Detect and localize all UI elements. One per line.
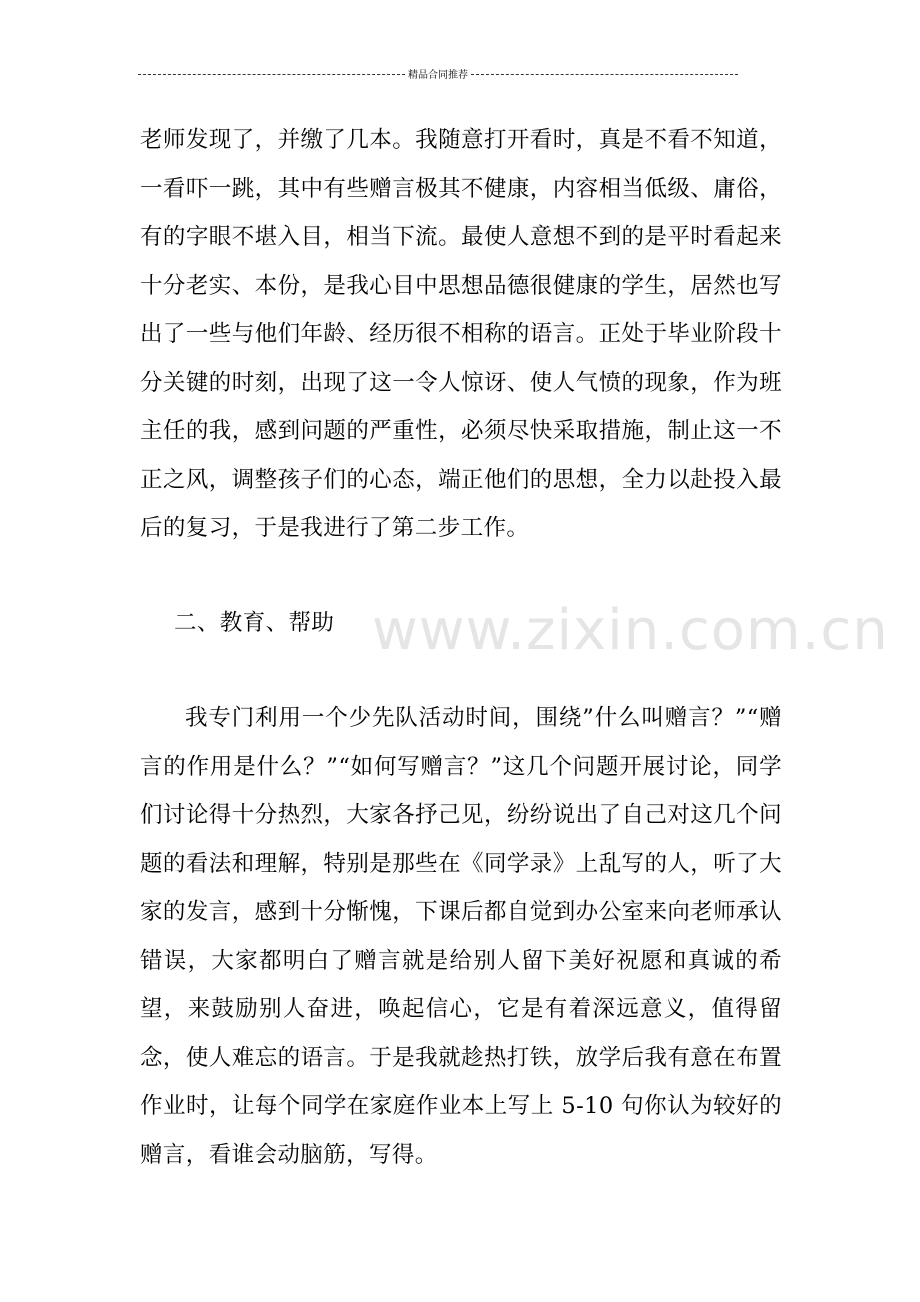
section-heading-2: 二、教育、帮助 (174, 609, 335, 636)
watermark: www.zixin.com.cn (372, 598, 889, 663)
header-right-rule (471, 74, 738, 75)
paragraph-1: 老师发现了，并缴了几本。我随意打开看时，真是不看不知道，一看吓一跳，其中有些赠言极其不健康，内容相当低级、庸俗，有的字眼不堪入目，相当下流。最使人意想不到的是平时看起来十分老实、本份，是我心目中思想品德很健康的学生，居然也写出了一些与他们年龄、经历很不相称的语言。正处于毕业阶段十分关键的时刻，出现了这一令人惊讶、使人气愤的现象，作为班主任的我，感到问题的严重性，必须尽快采取措施，制止这一不正之风，调整孩子们的心态，端正他们的思想，全力以赴投入最后的复习，于是我进行了第二步工作。 (140, 127, 782, 541)
document-body (140, 116, 782, 1179)
page-header (138, 66, 738, 81)
paragraph-2: 我专门利用一个少先队活动时间，围绕”什么叫赠言？”“赠言的作用是什么？”“如何写赠言？”这几个问题开展讨论，同学们讨论得十分热烈，大家各抒己见，纷纷说出了自己对这几个问题的看法和理解，特别是那些在《同学录》上乱写的人，听了大家的发言，感到十分惭愧，下课后都自觉到办公室来向老师承认错误，大家都明白了赠言就是给别人留下美好祝愿和真诚的希望，来鼓励别人奋进，唤起信心，它是有着深远意义，值得留念，使人难忘的语言。于是我就趁热打铁，放学后我有意在布置作业时，让每个同学在家庭作业本上写上 5-10 句你认为较好的赠言，看谁会动脑筋，写得。 (140, 705, 782, 1168)
header-left-rule (138, 74, 405, 75)
header-title: 精品合同推荐 (408, 70, 468, 81)
